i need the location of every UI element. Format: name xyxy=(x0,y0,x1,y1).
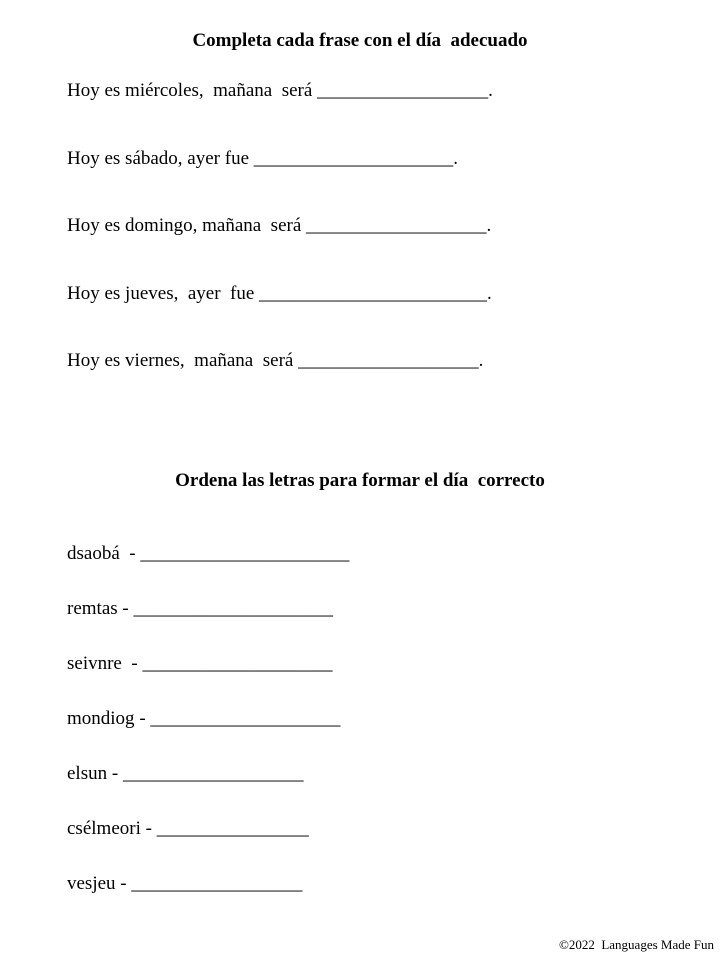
answer-blank[interactable]: ___________________ xyxy=(306,215,487,236)
scrambled-word: csélmeori xyxy=(67,818,141,839)
answer-blank[interactable]: ________________________ xyxy=(259,283,488,304)
answer-blank[interactable]: __________________ xyxy=(131,873,303,894)
fill-in-row xyxy=(67,283,720,305)
separator-dash: - xyxy=(134,708,151,729)
fill-in-row xyxy=(67,215,720,237)
unscramble-row xyxy=(67,653,720,675)
unscramble-row xyxy=(67,873,720,895)
question-period: . xyxy=(488,80,493,101)
question-period: . xyxy=(486,215,492,236)
question-period: . xyxy=(453,148,459,169)
separator-dash: - xyxy=(140,818,157,839)
unscramble-row xyxy=(67,543,720,565)
unscramble-row xyxy=(67,708,720,730)
scrambled-word: dsaobá xyxy=(67,543,120,564)
separator-dash: - xyxy=(117,598,134,619)
question-period: . xyxy=(478,350,484,371)
answer-blank[interactable]: ________________ xyxy=(156,818,309,839)
answer-blank[interactable]: ___________________ xyxy=(298,350,479,371)
answer-blank[interactable]: ___________________ xyxy=(122,763,304,784)
scrambled-word: remtas xyxy=(67,598,118,619)
answer-blank[interactable]: ____________________ xyxy=(142,653,333,674)
question-text: Hoy es viernes, mañana será xyxy=(67,350,299,371)
question-period: . xyxy=(487,283,492,304)
scrambled-word: vesjeu xyxy=(67,873,116,894)
answer-blank[interactable]: _____________________ xyxy=(253,148,454,169)
question-text: Hoy es miércoles, mañana será xyxy=(67,80,318,101)
fill-in-row xyxy=(67,350,720,372)
scrambled-word: seivnre xyxy=(67,653,122,674)
answer-blank[interactable]: ______________________ xyxy=(140,543,350,564)
separator-dash: - xyxy=(119,543,141,564)
scrambled-word: mondiog xyxy=(67,708,135,729)
unscramble-row xyxy=(67,598,720,620)
section2-title: Ordena las letras para formar el día correcto xyxy=(175,470,545,491)
answer-blank[interactable]: __________________ xyxy=(317,80,489,101)
fill-in-row xyxy=(67,80,720,102)
question-text: Hoy es sábado, ayer fue xyxy=(67,148,254,169)
question-text: Hoy es jueves, ayer fue xyxy=(67,283,260,304)
unscramble-row xyxy=(67,818,720,840)
section1-title: Completa cada frase con el día adecuado xyxy=(192,30,528,51)
separator-dash: - xyxy=(107,763,123,784)
scrambled-word: elsun xyxy=(67,763,108,784)
unscramble-row xyxy=(67,763,720,785)
separator-dash: - xyxy=(121,653,143,674)
answer-blank[interactable]: _____________________ xyxy=(133,598,333,619)
question-text: Hoy es domingo, mañana será xyxy=(67,215,307,236)
separator-dash: - xyxy=(115,873,132,894)
fill-in-row xyxy=(67,148,720,170)
answer-blank[interactable]: ____________________ xyxy=(150,708,341,729)
copyright-notice: ©2022 Languages Made Fun xyxy=(558,937,714,952)
